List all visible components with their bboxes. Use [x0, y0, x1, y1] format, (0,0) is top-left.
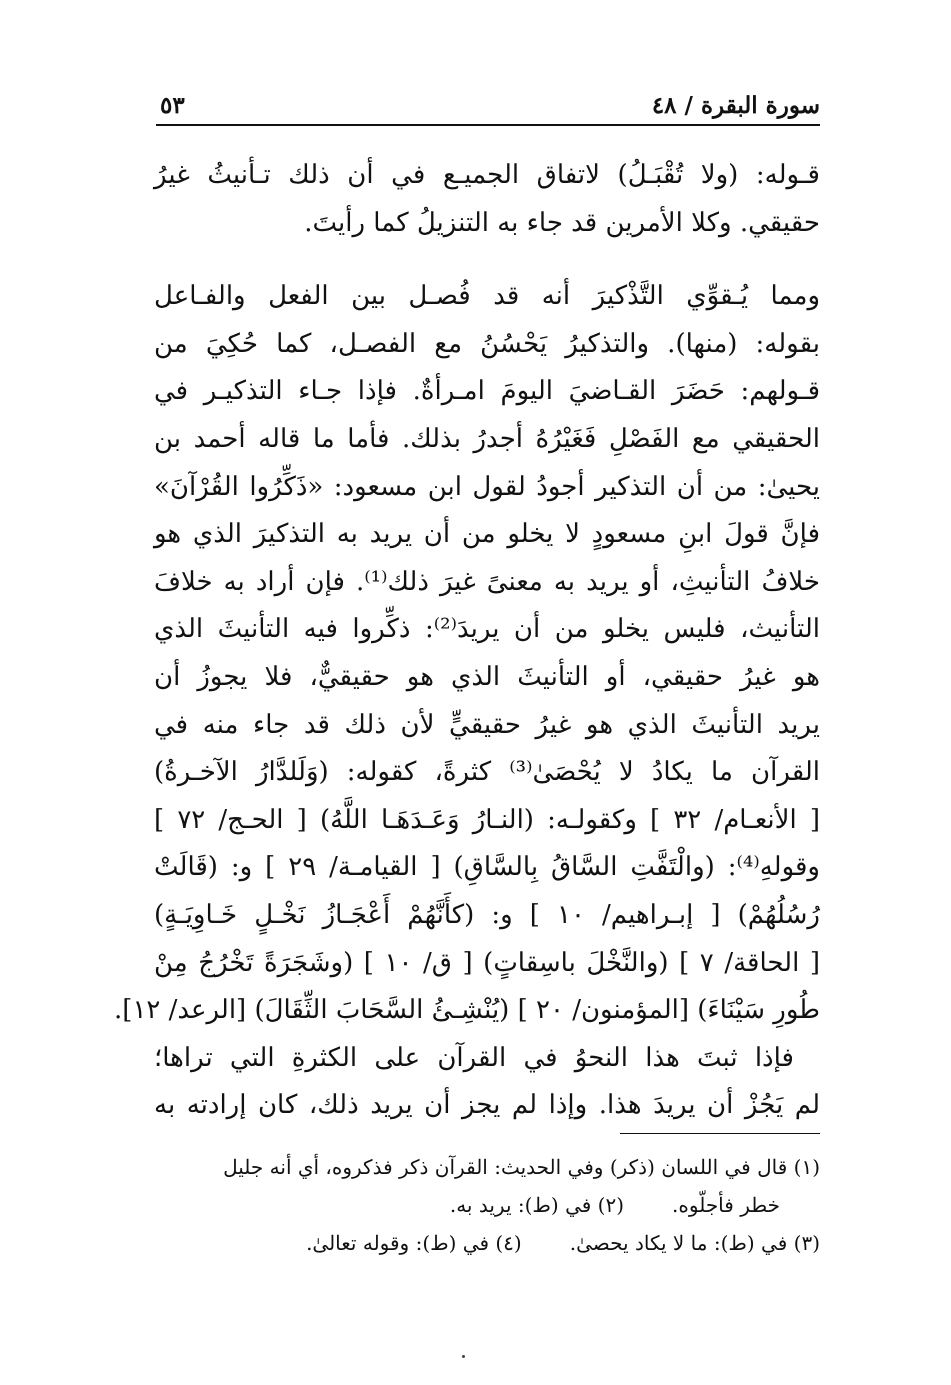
text-line: ومما يُـقوِّي التَّذْكيرَ أنه قد فُصـل بين الفعل والفـاعل: [154, 281, 820, 312]
text-line: الحقيقي مع الفَصْلِ فَغَيْرُهُ أجدرُ بذلك. فأما ما قاله أحمد بن: [154, 423, 820, 454]
text-line: القرآن ما يكادُ لا يُحْصَىٰ⁽³⁾ كثرةً، كقوله: (وَلَلدَّارُ الآخـرةُ): [154, 757, 820, 788]
running-header: [156, 86, 820, 126]
footnote-row: [154, 1186, 820, 1224]
footnote-1: (١) قال في اللسان (ذكر) وفي الحديث: القرآن ذكر فذكروه، أي أنه جليل: [223, 1155, 820, 1179]
surah-verse-title: سورة البقرة / ٤٨: [651, 92, 820, 119]
main-text: [114, 152, 821, 1130]
text-line: قـوله: (ولا تُقْبَـلُ) لاتفاق الجميـع في أن ذلك تـأنيثُ غيرُ: [154, 160, 820, 190]
paragraph-2: [114, 273, 821, 1035]
text-line: فإنَّ قولَ ابنِ مسعودٍ لا يخلو من أن يريد به التذكيرَ الذي هو: [154, 519, 820, 550]
footnote-1-continued: خطر فأجلّوه.: [672, 1193, 780, 1217]
text-line: لم يَجُزْ أن يريدَ هذا. وإذا لم يجز أن يريد ذلك، كان إرادته به: [154, 1090, 820, 1121]
text-line: [ الأنعـام/ ٣٢ ] وكقولـه: (النـارُ وَعَـدَهَـا اللَّهُ) [ الحـج/ ٧٢ ]: [154, 804, 820, 835]
page-speck: [462, 1355, 465, 1358]
page-number: ٥٣: [160, 92, 185, 119]
text-line: فإذا ثبتَ هذا النحوُ في القرآن على الكثرةِ التي تراها؛: [154, 1042, 794, 1073]
text-line: حقيقي. وكلا الأمرين قد جاء به التنزيلُ كما رأيتَ.: [304, 207, 820, 238]
footnote-2: (٢) في (ط): يريد به.: [449, 1193, 625, 1217]
text-line: بقوله: (منها). والتذكيرُ يَحْسُنُ مع الفصـل، كما حُكِيَ من: [154, 328, 820, 359]
footnote-separator: [620, 1133, 820, 1134]
text-line: رُسُلُهُمْ) [ إبـراهيم/ ١٠ ] و: (كأَنَّهُمْ أَعْجَـازُ نَخْـلٍ خَـاوِيَـةٍ): [154, 899, 820, 930]
footnote-row: [154, 1224, 820, 1262]
footnote-3: (٣) في (ط): ما لا يكاد يحصىٰ.: [569, 1231, 820, 1255]
text-line: خلافُ التأنيثِ، أو يريد به معنىً غيرَ ذلك⁽¹⁾. فإن أراد به خلافَ: [154, 566, 820, 597]
footnotes: [154, 1148, 820, 1262]
footnote-4: (٤) في (ط): وقوله تعالىٰ.: [306, 1231, 522, 1255]
text-line: وقولهِ⁽⁴⁾: (والْتَفَّتِ السَّاقُ بِالسَّاقِ) [ القيامـة/ ٢٩ ] و: (قَالَتْ: [154, 852, 820, 883]
text-line: يريد التأنيثَ الذي هو غيرُ حقيقيٍّ لأن ذلك قد جاء منه في: [154, 709, 820, 740]
paragraph-3: [154, 1035, 820, 1130]
text-line: طُورِ سَيْنَاءَ) [المؤمنون/ ٢٠ ] (يُنْشِـئُ السَّحَابَ الثِّقَالَ) [الرعد/ ١٢].: [114, 995, 820, 1026]
text-line: هو غيرُ حقيقي، أو التأنيثَ الذي هو حقيقيٌّ، فلا يجوزُ أن: [154, 661, 820, 692]
text-line: قـولهم: حَضَرَ القـاضيَ اليومَ امـرأةٌ. فإذا جـاء التذكيـر في: [154, 376, 820, 407]
text-line: [ الحاقة/ ٧ ] (والنَّخْلَ باسِقاتٍ) [ ق/ ١٠ ] (وشَجَرَةً تَخْرُجُ مِنْ: [154, 947, 821, 978]
text-line: يحيىٰ: من أن التذكير أجودُ لقول ابن مسعود: «ذَكِّرُوا القُرْآنَ»: [154, 471, 820, 502]
paragraph-1: [154, 152, 820, 247]
text-line: التأنيث، فليس يخلو من أن يريدَ⁽²⁾: ذكِّروا فيه التأنيثَ الذي: [154, 614, 821, 645]
